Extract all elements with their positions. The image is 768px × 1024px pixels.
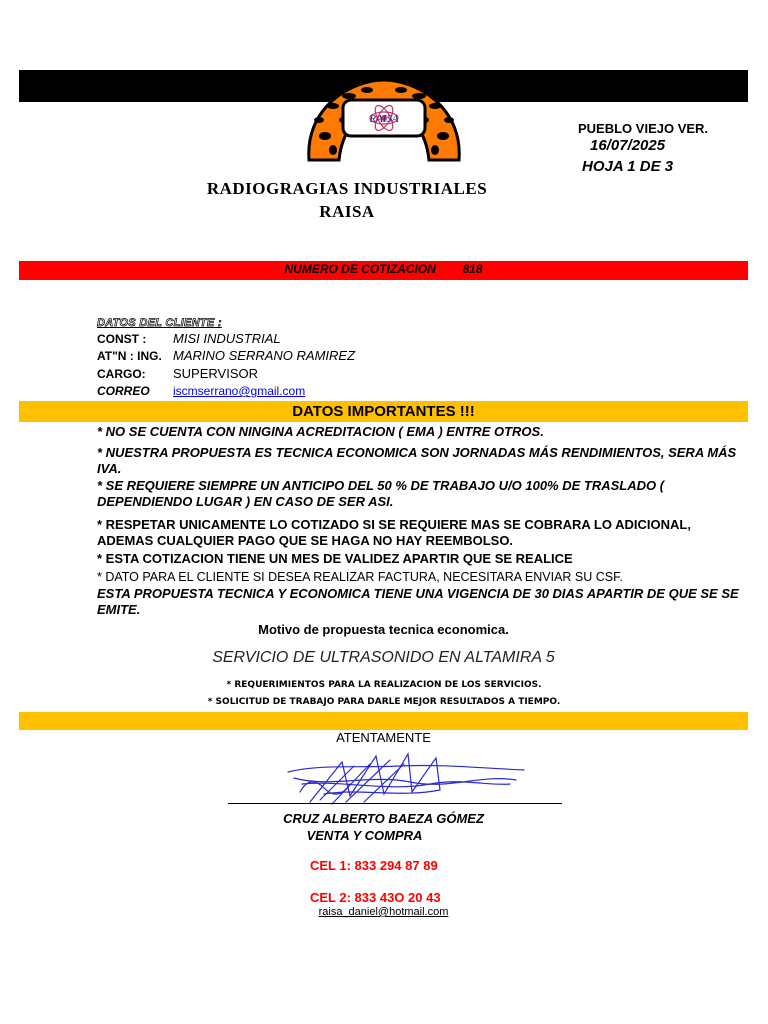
motive-label: Motivo de propuesta tecnica economica. — [258, 622, 509, 637]
location: PUEBLO VIEJO VER. — [578, 121, 709, 136]
note-1: * NO SE CUENTA CON NINGINA ACREDITACION ( EMA ) ENTRE OTROS. — [97, 424, 544, 439]
date: 16/07/2025 — [590, 137, 666, 154]
client-const-label: CONST : — [97, 332, 147, 346]
bottom-yellow-bar — [19, 712, 748, 730]
client-email-label: CORREO — [97, 384, 150, 398]
closing-text: ATENTAMENTE — [336, 730, 431, 745]
note-2: * NUESTRA PROPUESTA ES TECNICA ECONOMICA SON JORNADAS MÁS RENDIMIENTOS, SERA MÁS IVA. — [97, 445, 737, 476]
contact-email[interactable]: raisa_daniel@hotmail.com — [318, 906, 449, 918]
note-4: * RESPETAR UNICAMENTE LO COTIZADO SI SE REQUIERE MAS SE COBRARA LO ADICIONAL, ADEMAS CUALQUIER PAGO QUE SE HAGA NO HAY REEMBOLSO. — [97, 517, 691, 548]
logo-text: RAISA — [369, 113, 399, 125]
signer-name: CRUZ ALBERTO BAEZA GÓMEZ — [283, 811, 484, 826]
requirement-2: * SOLICITUD DE TRABAJO PARA DARLE MEJOR RESULTADOS A TIEMPO. — [207, 697, 561, 707]
phone-2: CEL 2: 833 43O 20 43 — [310, 890, 441, 905]
requirement-1: * REQUERIMIENTOS PARA LA REALIZACION DE LOS SERVICIOS. — [226, 680, 542, 690]
client-cargo-label: CARGO: — [97, 367, 146, 381]
phone-1: CEL 1: 833 294 87 89 — [310, 858, 438, 873]
client-section-label: DATOS DEL CLIENTE : — [97, 317, 222, 329]
note-5: * ESTA COTIZACION TIENE UN MES DE VALIDEZ APARTIR QUE SE REALICE — [97, 551, 573, 566]
note-7: ESTA PROPUESTA TECNICA Y ECONOMICA TIENE UNA VIGENCIA DE 30 DIAS APARTIR DE QUE SE SE EMITE. — [97, 586, 739, 617]
signer-role: VENTA Y COMPRA — [306, 828, 423, 843]
signature-line — [228, 803, 562, 804]
quote-number: NUMERO DE COTIZACION 818 — [284, 262, 483, 276]
note-3: * SE REQUIERE SIEMPRE UN ANTICIPO DEL 50 % DE TRABAJO U/O 100% DE TRASLADO ( DEPENDIENDO LUGAR ) EN CASO DE SER ASI. — [97, 478, 665, 509]
client-attn-label: AT"N : ING. — [97, 349, 162, 363]
client-attn-value: MARINO SERRANO RAMIREZ — [173, 348, 356, 363]
client-email-link[interactable]: iscmserrano@gmail.com — [173, 384, 306, 398]
page-number: HOJA 1 DE 3 — [582, 158, 674, 175]
company-name: RADIOGRAGIAS INDUSTRIALES — [206, 179, 488, 198]
company-logo — [303, 76, 465, 164]
client-cargo-value: SUPERVISOR — [173, 366, 259, 381]
client-const-value: MISI INDUSTRIAL — [173, 331, 281, 346]
service-title: SERVICIO DE ULTRASONIDO EN ALTAMIRA 5 — [212, 649, 555, 666]
important-title: DATOS IMPORTANTES !!! — [292, 403, 475, 420]
note-6: * DATO PARA EL CLIENTE SI DESEA REALIZAR FACTURA, NECESITARA ENVIAR SU CSF. — [97, 570, 623, 584]
company-short-name: RAISA — [319, 202, 375, 221]
